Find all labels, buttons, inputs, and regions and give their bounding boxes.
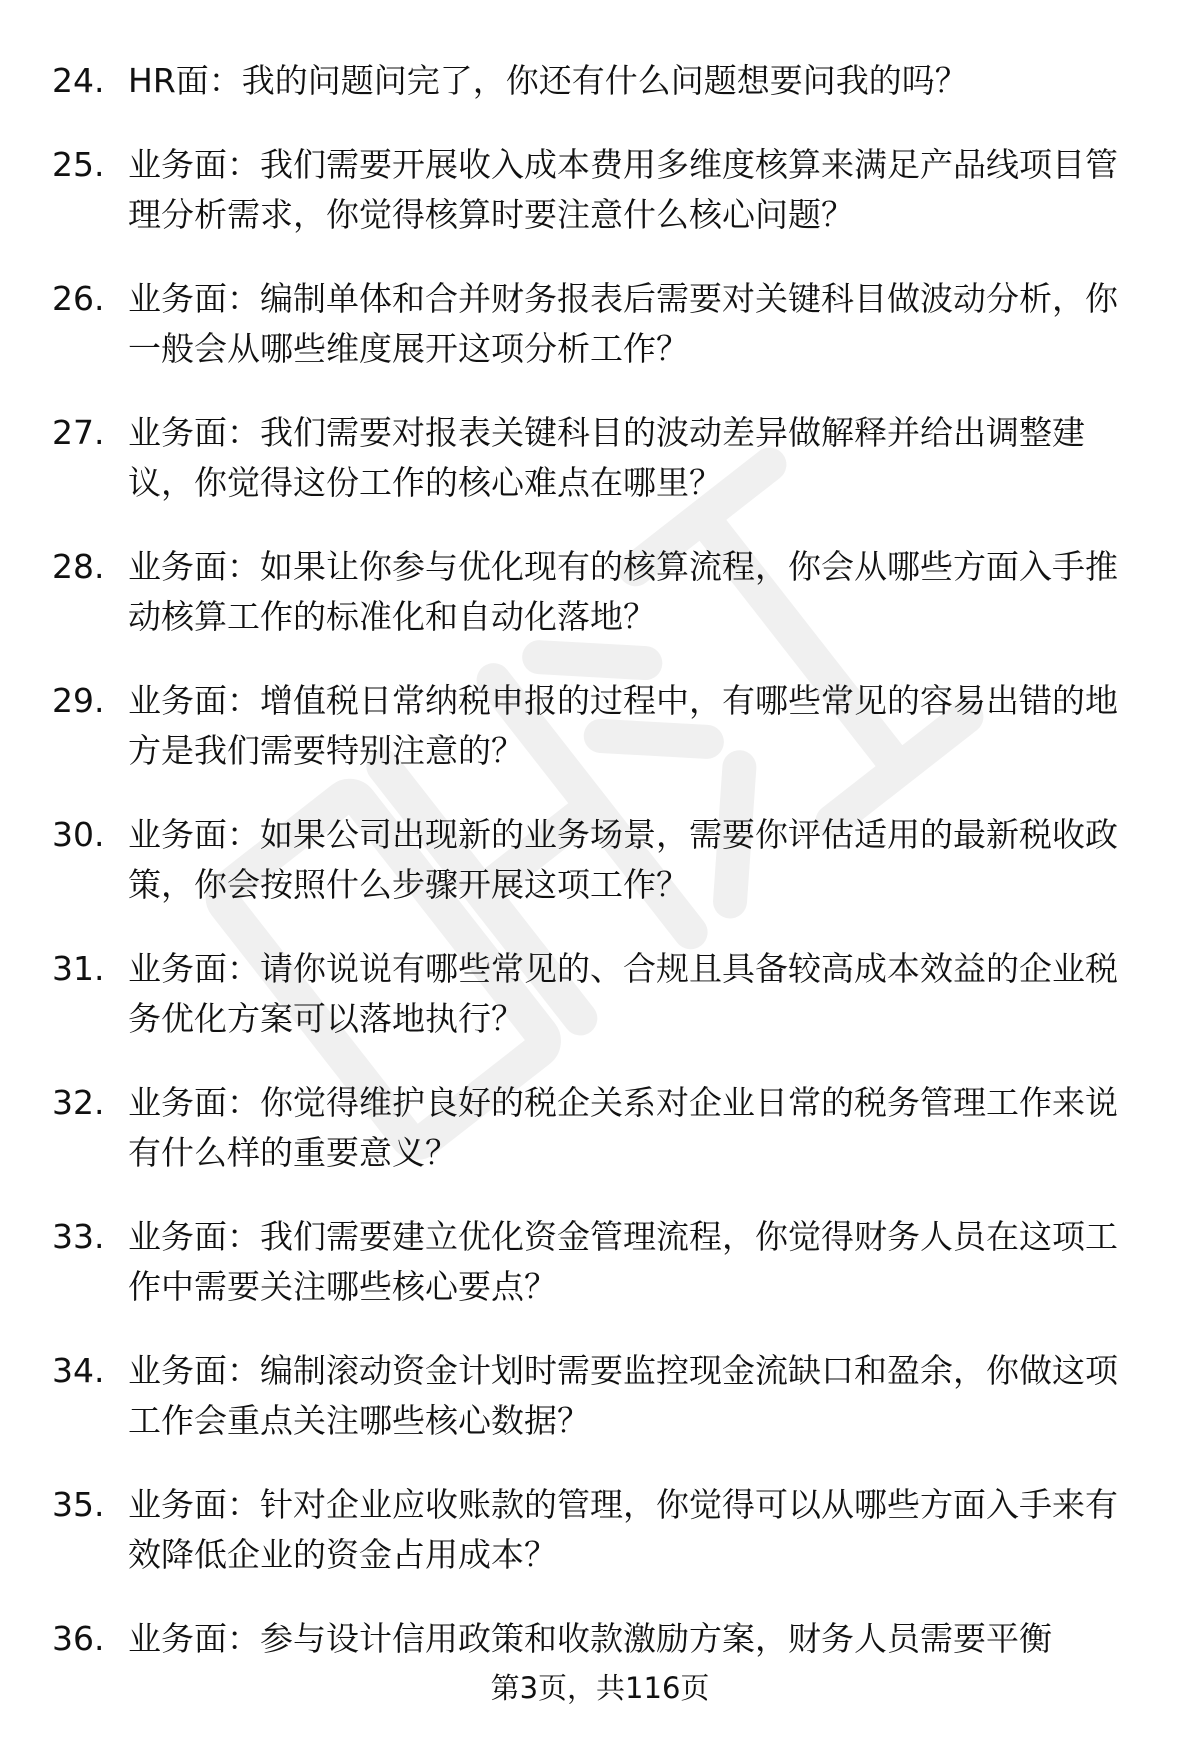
question-text: 业务面：如果让你参与优化现有的核算流程，你会从哪些方面入手推动核算工作的标准化和自动化落地？ [128,547,1118,636]
list-item [0,676,1200,776]
list-item [0,56,1200,106]
list-item [0,810,1200,910]
list-item [0,140,1200,240]
question-text: 业务面：编制单体和合并财务报表后需要对关键科目做波动分析，你一般会从哪些维度展开这项分析工作？ [128,279,1118,368]
question-text: 业务面：如果公司出现新的业务场景，需要你评估适用的最新税收政策，你会按照什么步骤开展这项工作？ [128,815,1118,904]
question-list [0,56,1200,1664]
question-number: 26. [52,279,105,318]
question-text: 业务面：针对企业应收账款的管理，你觉得可以从哪些方面入手来有效降低企业的资金占用成本？ [128,1485,1118,1574]
question-number: 34. [52,1351,105,1390]
question-number: 30. [52,815,105,854]
question-number: 29. [52,681,105,720]
question-text: 业务面：增值税日常纳税申报的过程中，有哪些常见的容易出错的地方是我们需要特别注意的？ [128,681,1118,770]
question-text: 业务面：我们需要对报表关键科目的波动差异做解释并给出调整建议，你觉得这份工作的核心难点在哪里？ [128,413,1085,502]
question-text: 业务面：我们需要开展收入成本费用多维度核算来满足产品线项目管理分析需求，你觉得核算时要注意什么核心问题？ [128,145,1118,234]
list-item [0,274,1200,374]
question-number: 33. [52,1217,105,1256]
list-item [0,1614,1200,1664]
question-number: 25. [52,145,105,184]
question-number: 32. [52,1083,105,1122]
question-text: 业务面：参与设计信用政策和收款激励方案，财务人员需要平衡 [128,1619,1052,1658]
list-item [0,1212,1200,1312]
list-item [0,408,1200,508]
question-number: 24. [52,61,105,100]
question-number: 27. [52,413,105,452]
list-item [0,1480,1200,1580]
question-number: 35. [52,1485,105,1524]
question-number: 36. [52,1619,105,1658]
question-text: 业务面：请你说说有哪些常见的、合规且具备较高成本效益的企业税务优化方案可以落地执行？ [128,949,1118,1038]
question-number: 28. [52,547,105,586]
question-text: 业务面：你觉得维护良好的税企关系对企业日常的税务管理工作来说有什么样的重要意义？ [128,1083,1118,1172]
list-item [0,542,1200,642]
question-text: 业务面：我们需要建立优化资金管理流程，你觉得财务人员在这项工作中需要关注哪些核心要点？ [128,1217,1118,1306]
page-number-footer: 第3页，共116页 [490,1671,710,1705]
list-item [0,944,1200,1044]
question-text: 业务面：编制滚动资金计划时需要监控现金流缺口和盈余，你做这项工作会重点关注哪些核心数据？ [128,1351,1118,1440]
question-text: HR面：我的问题问完了，你还有什么问题想要问我的吗？ [128,61,968,100]
question-number: 31. [52,949,105,988]
question-list-container [0,56,1200,1698]
list-item [0,1346,1200,1446]
list-item [0,1078,1200,1178]
